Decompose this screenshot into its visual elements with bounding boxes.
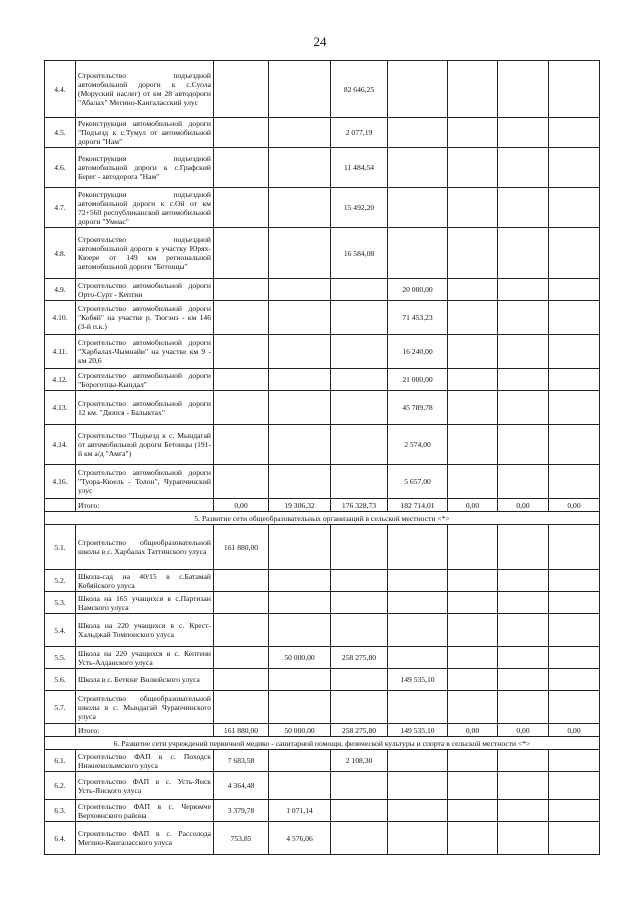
value-cell [269,525,331,570]
value-cell: 7 683,58 [214,750,269,772]
value-cell [331,691,388,724]
value-cell [498,800,549,822]
value-cell [448,525,498,570]
total-row [45,499,600,512]
value-cell [331,279,388,301]
value-cell [269,691,331,724]
row-number: 4.8. [45,228,76,279]
total-value: 149 535,10 [388,724,448,737]
table-row [45,570,600,592]
value-cell [269,592,331,614]
value-cell [549,570,600,592]
value-cell [498,614,549,647]
row-number: 5.7. [45,691,76,724]
value-cell [214,391,269,425]
total-label: Итого: [76,499,214,512]
value-cell [549,61,600,118]
value-cell [214,188,269,228]
row-number: 4.4. [45,61,76,118]
row-name: Строительство автомобильной дороги "Кобяй" на участке р. Тюгэнэ - км 146 (3-й п.к.) [76,301,214,335]
value-cell [549,369,600,391]
value-cell [549,188,600,228]
value-cell [269,369,331,391]
value-cell [448,750,498,772]
value-cell [448,228,498,279]
value-cell [388,800,448,822]
value-cell: 71 453,23 [388,301,448,335]
value-cell [269,614,331,647]
value-cell [331,570,388,592]
row-name: Строительство ФАП в с. Походск Нижнеколымского улуса [76,750,214,772]
value-cell [448,465,498,499]
value-cell: 82 646,25 [331,61,388,118]
value-cell [388,822,448,855]
total-value: 50 000,00 [269,724,331,737]
value-cell [214,279,269,301]
value-cell: 4 364,48 [214,772,269,800]
value-cell: 50 000,00 [269,647,331,669]
value-cell [448,188,498,228]
table-row [45,822,600,855]
section-row [45,512,600,525]
value-cell: 1 071,14 [269,800,331,822]
value-cell: 161 880,00 [214,525,269,570]
value-cell [498,425,549,465]
value-cell [214,614,269,647]
table-row [45,228,600,279]
value-cell [388,592,448,614]
total-value: 0,00 [498,724,549,737]
value-cell [214,118,269,148]
value-cell [448,800,498,822]
value-cell [498,391,549,425]
table-row [45,391,600,425]
value-cell [388,148,448,188]
value-cell: 149 535,10 [388,669,448,691]
table-row [45,188,600,228]
row-name: Строительство ФАП в с. Усть-Янск Усть-Янского улуса [76,772,214,800]
table-row [45,118,600,148]
value-cell [448,669,498,691]
value-cell [214,301,269,335]
value-cell [498,750,549,772]
total-label: Итого: [76,724,214,737]
section-title: 5. Развитие сети общеобразовательных организаций в сельской местности <*> [45,512,600,525]
row-number: 4.11. [45,335,76,369]
value-cell [388,750,448,772]
table-row [45,669,600,691]
row-number: 4.7. [45,188,76,228]
value-cell [448,118,498,148]
value-cell [448,592,498,614]
value-cell [214,570,269,592]
value-cell [269,61,331,118]
row-number: 4.5. [45,118,76,148]
value-cell [214,592,269,614]
value-cell [448,425,498,465]
total-value: 0,00 [549,724,600,737]
value-cell [498,279,549,301]
value-cell [498,148,549,188]
value-cell [549,750,600,772]
row-number: 5.4. [45,614,76,647]
value-cell [549,465,600,499]
value-cell [549,301,600,335]
value-cell: 2 108,30 [331,750,388,772]
value-cell [498,772,549,800]
value-cell [214,369,269,391]
value-cell [549,118,600,148]
value-cell [331,391,388,425]
value-cell: 2 077,19 [331,118,388,148]
value-cell: 2 574,00 [388,425,448,465]
value-cell [498,669,549,691]
row-number: 5.2. [45,570,76,592]
value-cell [549,800,600,822]
value-cell: 16 584,08 [331,228,388,279]
value-cell [549,614,600,647]
value-cell [448,279,498,301]
value-cell [549,148,600,188]
value-cell [214,335,269,369]
total-value: 176 328,73 [331,499,388,512]
value-cell [214,61,269,118]
value-cell [498,188,549,228]
table-row [45,465,600,499]
value-cell [269,148,331,188]
value-cell [549,691,600,724]
row-name: Реконструкция подъездной автомобильной дороги к с.Ой от км 72+560 республиканской автомобильной дороги "Умнас" [76,188,214,228]
value-cell [448,647,498,669]
value-cell: 16 240,00 [388,335,448,369]
table-row [45,61,600,118]
value-cell: 15 492,20 [331,188,388,228]
value-cell [269,669,331,691]
row-name: Строительство автомобильной дороги "Туора-Кюель - Толон", Чурапчинский улус [76,465,214,499]
value-cell [448,391,498,425]
value-cell [214,669,269,691]
value-cell [331,369,388,391]
table-row [45,800,600,822]
total-value: 0,00 [498,499,549,512]
value-cell [388,570,448,592]
value-cell [549,647,600,669]
section-title: 6. Развитие сети учреждений первичной медико - санитарной помощи, физической культуры и спорта в сельской местности <*> [45,737,600,750]
row-number: 4.16. [45,465,76,499]
row-number: 5.5. [45,647,76,669]
value-cell [549,592,600,614]
value-cell [269,570,331,592]
value-cell [331,800,388,822]
row-name: Реконструкция подъездной автомобильной дороги к с.Графский Берег - автодорога "Нам" [76,148,214,188]
value-cell: 20 000,00 [388,279,448,301]
value-cell [269,279,331,301]
total-number [45,499,76,512]
value-cell [331,614,388,647]
value-cell [498,61,549,118]
value-cell: 11 484,54 [331,148,388,188]
value-cell [498,369,549,391]
row-name: Строительство подъездной автомобильной дороги к участку Юрях-Кюере от 149 км региональной автомобильной дороги "Бетонцы" [76,228,214,279]
value-cell [498,335,549,369]
value-cell [549,425,600,465]
row-number: 6.2. [45,772,76,800]
row-number: 5.6. [45,669,76,691]
row-number: 4.10. [45,301,76,335]
total-value: 161 880,00 [214,724,269,737]
table-row [45,301,600,335]
row-name: Строительство автомобильной дороги "Харбалах-Чымнайи" на участке км 9 - км 20,6 [76,335,214,369]
row-name: Школа в с. Бетюнг Вилюйского улуса [76,669,214,691]
row-name: Реконструкция автомобильной дороги "Подъезд к с.Тумул от автомобильной дороги "Нам" [76,118,214,148]
table-row [45,691,600,724]
value-cell [549,335,600,369]
value-cell: 753,85 [214,822,269,855]
row-name: Строительство "Подъезд к с. Мындагай от автомобильной дороги Бетонцы (191-й км а/д "Амга") [76,425,214,465]
value-cell [448,148,498,188]
value-cell [331,301,388,335]
total-value: 0,00 [549,499,600,512]
value-cell: 21 000,00 [388,369,448,391]
total-value: 258 275,80 [331,724,388,737]
value-cell [498,647,549,669]
value-cell [269,465,331,499]
row-name: Школа-сад на 40/15 в с.Батамай Кобяйского улуса [76,570,214,592]
value-cell [331,772,388,800]
value-cell: 3 379,78 [214,800,269,822]
row-name: Строительство ФАП в с. Рассолода Мегино-Кангаласского улуса [76,822,214,855]
value-cell [448,369,498,391]
value-cell [498,465,549,499]
row-name: Строительство общеобразовательной школы в с. Мындагай Чурапчинского улуса [76,691,214,724]
row-number: 4.12. [45,369,76,391]
value-cell [549,279,600,301]
table-row [45,148,600,188]
value-cell [388,228,448,279]
value-cell [448,772,498,800]
table-row [45,279,600,301]
value-cell [269,335,331,369]
row-number: 4.6. [45,148,76,188]
row-name: Строительство подъездной автомобильной дороги к с.Суола (Моруский наслег) от км 28 автодороги "Абалах" Мегино-Кангаласский улус [76,61,214,118]
total-value: 0,00 [448,499,498,512]
value-cell [331,669,388,691]
value-cell [214,425,269,465]
row-name: Строительство автомобильной дороги "Бороготцы-Кындал" [76,369,214,391]
value-cell [388,61,448,118]
value-cell [498,592,549,614]
value-cell [269,425,331,465]
value-cell [269,391,331,425]
row-name: Строительство общеобразовательной школы в с. Харбалах Таттинского улуса [76,525,214,570]
value-cell [549,669,600,691]
total-value: 182 714,01 [388,499,448,512]
value-cell [214,691,269,724]
value-cell [214,148,269,188]
row-name: Школа на 220 учащихся в с. Кептени Усть-Алданского улуса [76,647,214,669]
row-name: Школа на 220 учащихся в с. Крест-Хальджай Томпонского улуса [76,614,214,647]
value-cell [549,822,600,855]
value-cell [331,525,388,570]
value-cell [331,822,388,855]
row-number: 6.1. [45,750,76,772]
row-number: 6.3. [45,800,76,822]
value-cell [388,614,448,647]
total-value: 19 306,32 [269,499,331,512]
table-row [45,750,600,772]
value-cell [388,188,448,228]
value-cell [388,525,448,570]
value-cell [498,570,549,592]
value-cell: 45 789,78 [388,391,448,425]
table-row [45,614,600,647]
value-cell [498,118,549,148]
table-row [45,592,600,614]
table-row [45,335,600,369]
value-cell [269,188,331,228]
value-cell [269,301,331,335]
value-cell: 5 657,00 [388,465,448,499]
total-value: 0,00 [214,499,269,512]
total-row [45,724,600,737]
row-name: Строительство ФАП в с. Черюмче Верхоянского района [76,800,214,822]
row-name: Строительство автомобильной дороги 12 км. "Дюпся - Балыктах" [76,391,214,425]
value-cell [214,465,269,499]
page-number: 24 [313,34,327,49]
value-cell [269,772,331,800]
value-cell: 4 576,06 [269,822,331,855]
value-cell [388,772,448,800]
value-cell [448,61,498,118]
row-name: Школа на 165 учащихся в с.Партизан Намского улуса [76,592,214,614]
value-cell [549,228,600,279]
value-cell [388,691,448,724]
total-number [45,724,76,737]
value-cell [331,465,388,499]
value-cell [388,647,448,669]
value-cell [269,118,331,148]
value-cell: 258 275,80 [331,647,388,669]
value-cell [269,750,331,772]
value-cell [214,228,269,279]
row-name: Строительство автомобильной дороги Орто-Сурт - Кептин [76,279,214,301]
value-cell [549,391,600,425]
value-cell [269,228,331,279]
table-row [45,647,600,669]
value-cell [214,647,269,669]
value-cell [549,525,600,570]
value-cell [549,772,600,800]
row-number: 4.13. [45,391,76,425]
value-cell [388,118,448,148]
value-cell [498,691,549,724]
value-cell [331,592,388,614]
value-cell [498,822,549,855]
row-number: 5.1. [45,525,76,570]
row-number: 4.14. [45,425,76,465]
value-cell [448,301,498,335]
table-row [45,369,600,391]
value-cell [448,570,498,592]
value-cell [448,691,498,724]
value-cell [498,301,549,335]
row-number: 5.3. [45,592,76,614]
value-cell [448,614,498,647]
table-row [45,425,600,465]
value-cell [448,335,498,369]
table-row [45,772,600,800]
row-number: 4.9. [45,279,76,301]
value-cell [498,525,549,570]
table-row [45,525,600,570]
row-number: 6.4. [45,822,76,855]
value-cell [498,228,549,279]
section-row [45,737,600,750]
value-cell [331,335,388,369]
value-cell [448,822,498,855]
program-table [44,60,600,855]
value-cell [331,425,388,465]
total-value: 0,00 [448,724,498,737]
